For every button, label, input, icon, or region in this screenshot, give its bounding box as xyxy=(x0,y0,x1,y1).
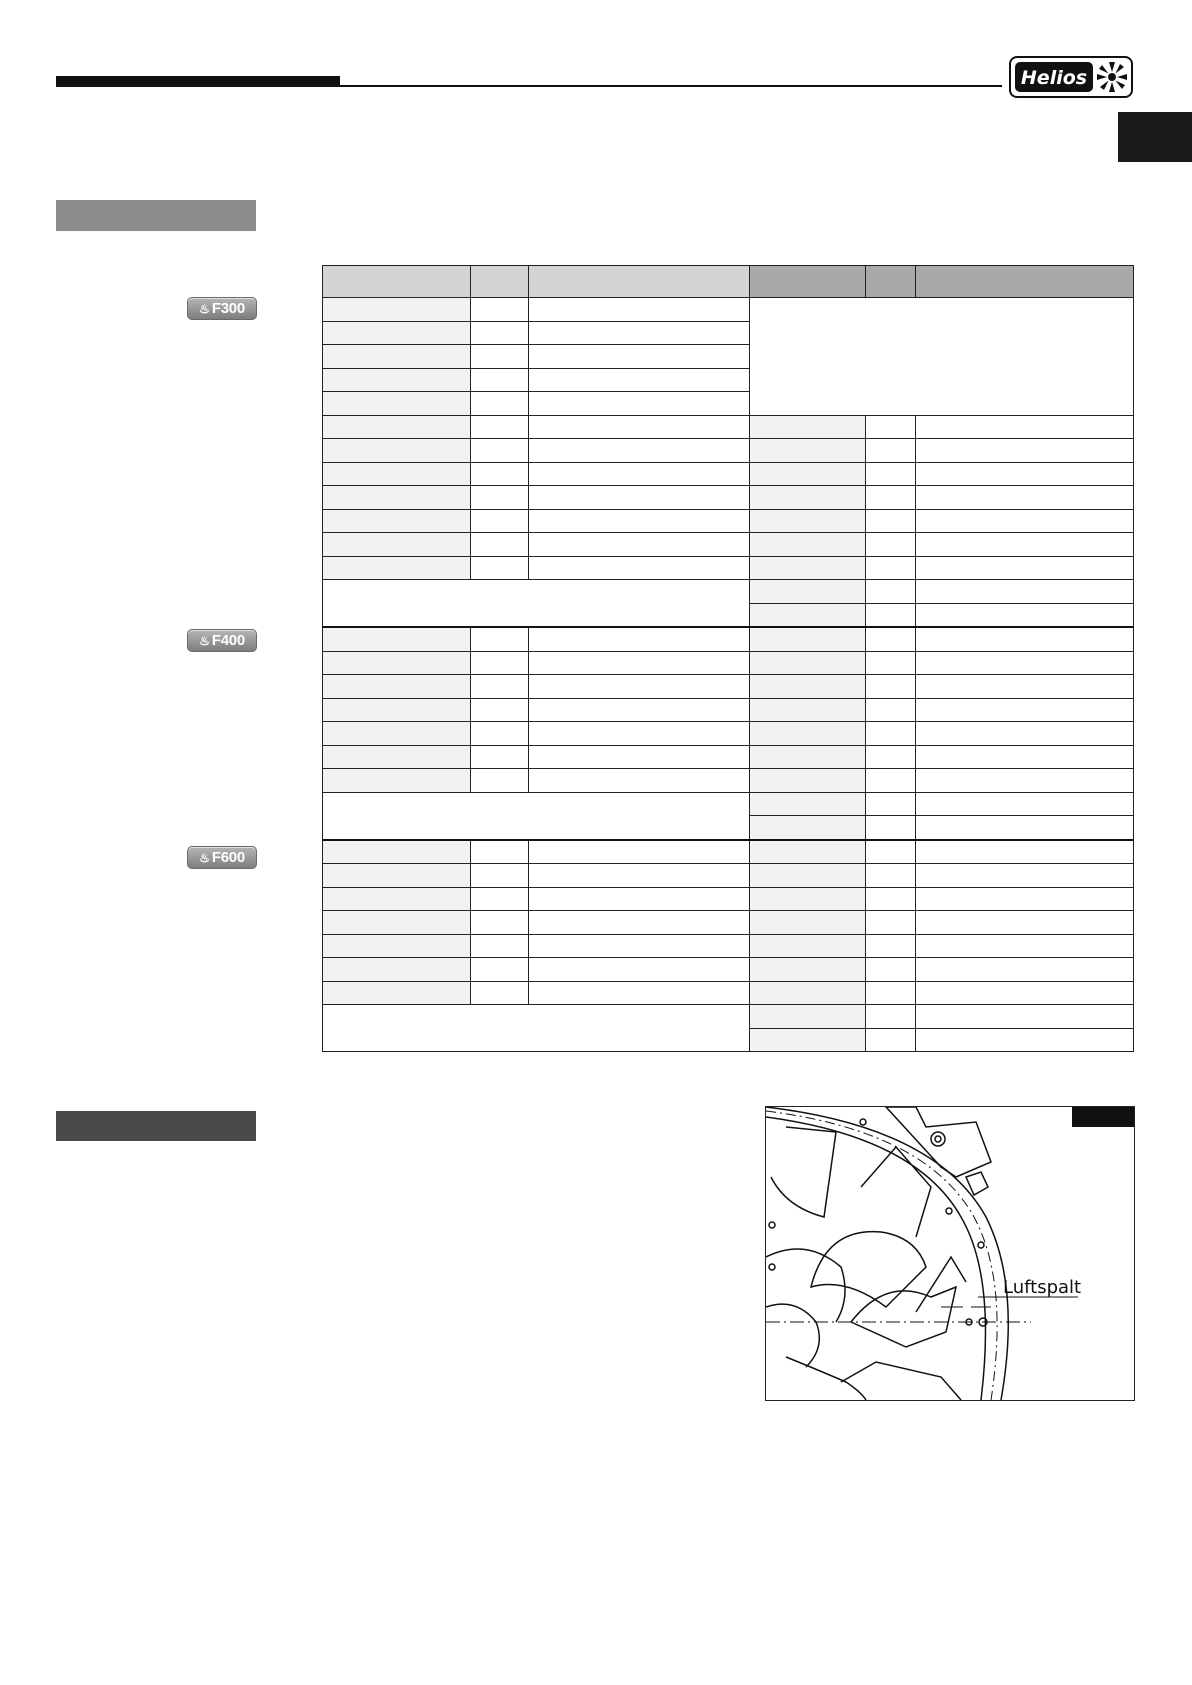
table-row xyxy=(323,675,1134,699)
fan-air-gap-drawing xyxy=(765,1106,1135,1401)
header-cell xyxy=(916,266,1134,298)
table-cell xyxy=(916,887,1134,911)
table-cell xyxy=(529,887,750,911)
table-cell xyxy=(866,792,916,816)
table-cell xyxy=(866,958,916,982)
table-cell xyxy=(323,769,471,793)
table-cell xyxy=(323,509,471,533)
table-cell xyxy=(529,556,750,580)
table-cell xyxy=(323,911,471,935)
table-row xyxy=(323,864,1134,888)
table-cell xyxy=(750,981,866,1005)
table-cell xyxy=(866,745,916,769)
table-row xyxy=(323,1005,1134,1029)
fire-rating-badge-f400 xyxy=(187,629,257,652)
table-cell xyxy=(916,745,1134,769)
table-cell xyxy=(529,533,750,557)
table-cell xyxy=(750,462,866,486)
table-cell xyxy=(916,580,1134,604)
table-cell xyxy=(916,462,1134,486)
table-row xyxy=(323,934,1134,958)
table-cell xyxy=(529,675,750,699)
table-cell xyxy=(866,486,916,510)
table-cell xyxy=(750,745,866,769)
table-cell xyxy=(866,864,916,888)
table-row xyxy=(323,958,1134,982)
table-cell xyxy=(471,745,529,769)
fire-rating-badge-f600 xyxy=(187,846,257,869)
merged-empty-cell xyxy=(323,580,750,628)
table-cell xyxy=(916,934,1134,958)
table-row xyxy=(323,415,1134,439)
table-row xyxy=(323,792,1134,816)
air-gap-label: Luftspalt xyxy=(1003,1277,1082,1298)
table-cell xyxy=(916,675,1134,699)
table-cell xyxy=(916,486,1134,510)
table-cell xyxy=(916,816,1134,840)
table-cell xyxy=(866,934,916,958)
table-cell xyxy=(750,792,866,816)
section-header-1 xyxy=(56,200,256,231)
table-cell xyxy=(471,675,529,699)
table-cell xyxy=(916,1005,1134,1029)
table-cell xyxy=(471,887,529,911)
table-row xyxy=(323,580,1134,604)
table-cell xyxy=(750,486,866,510)
table-cell xyxy=(750,1028,866,1052)
table-cell xyxy=(471,722,529,746)
table-cell xyxy=(866,675,916,699)
merged-empty-cell xyxy=(323,792,750,840)
table-cell xyxy=(323,462,471,486)
table-cell xyxy=(323,840,471,864)
table-cell xyxy=(866,533,916,557)
table-cell xyxy=(471,769,529,793)
table-cell xyxy=(529,392,750,416)
spec-table xyxy=(322,265,1134,1052)
table-cell xyxy=(866,556,916,580)
table-row xyxy=(323,298,1134,322)
table-cell xyxy=(323,439,471,463)
table-cell xyxy=(471,533,529,557)
table-cell xyxy=(323,392,471,416)
table-cell xyxy=(529,698,750,722)
table-cell xyxy=(866,580,916,604)
table-cell xyxy=(866,769,916,793)
table-cell xyxy=(529,509,750,533)
table-cell xyxy=(471,911,529,935)
table-cell xyxy=(866,415,916,439)
table-cell xyxy=(323,675,471,699)
table-cell xyxy=(471,345,529,369)
drawing-corner-tag xyxy=(1072,1107,1134,1127)
table-cell xyxy=(471,321,529,345)
table-cell xyxy=(750,439,866,463)
table-cell xyxy=(916,627,1134,651)
table-cell xyxy=(471,392,529,416)
table-cell xyxy=(471,439,529,463)
table-cell xyxy=(750,509,866,533)
table-cell xyxy=(471,462,529,486)
table-cell xyxy=(529,321,750,345)
table-row xyxy=(323,745,1134,769)
table-cell xyxy=(866,509,916,533)
table-cell xyxy=(750,958,866,982)
table-cell xyxy=(529,769,750,793)
table-cell xyxy=(916,911,1134,935)
table-cell xyxy=(866,462,916,486)
table-cell xyxy=(916,651,1134,675)
table-cell xyxy=(529,415,750,439)
table-row xyxy=(323,627,1134,651)
table-row xyxy=(323,486,1134,510)
table-cell xyxy=(750,603,866,627)
table-cell xyxy=(750,651,866,675)
table-cell xyxy=(471,415,529,439)
table-cell xyxy=(529,627,750,651)
table-row xyxy=(323,439,1134,463)
table-cell xyxy=(471,368,529,392)
table-cell xyxy=(323,533,471,557)
flame-icon: ♨ xyxy=(199,850,210,865)
header-cell xyxy=(529,266,750,298)
table-cell xyxy=(750,864,866,888)
header-cell xyxy=(323,266,471,298)
table-cell xyxy=(529,911,750,935)
table-cell xyxy=(750,911,866,935)
table-row xyxy=(323,840,1134,864)
table-cell xyxy=(916,1028,1134,1052)
table-cell xyxy=(750,627,866,651)
table-cell xyxy=(471,509,529,533)
table-cell xyxy=(529,462,750,486)
table-header-row xyxy=(323,266,1134,298)
table-row xyxy=(323,556,1134,580)
table-cell xyxy=(916,533,1134,557)
table-row xyxy=(323,698,1134,722)
helios-logo xyxy=(1009,55,1133,99)
table-cell xyxy=(529,368,750,392)
table-cell xyxy=(529,486,750,510)
table-cell xyxy=(916,439,1134,463)
table-cell xyxy=(529,345,750,369)
table-cell xyxy=(529,934,750,958)
table-row xyxy=(323,911,1134,935)
badge-label: F300 xyxy=(211,300,245,317)
table-cell xyxy=(323,321,471,345)
table-cell xyxy=(916,415,1134,439)
table-cell xyxy=(750,769,866,793)
table-cell xyxy=(866,603,916,627)
table-cell xyxy=(750,722,866,746)
table-cell xyxy=(323,934,471,958)
table-cell xyxy=(750,934,866,958)
table-cell xyxy=(866,439,916,463)
table-cell xyxy=(916,556,1134,580)
table-cell xyxy=(471,981,529,1005)
badge-label: F600 xyxy=(211,849,245,866)
table-cell xyxy=(750,580,866,604)
table-cell xyxy=(471,486,529,510)
table-cell xyxy=(529,745,750,769)
table-cell xyxy=(916,722,1134,746)
chapter-tab xyxy=(1118,112,1192,162)
table-cell xyxy=(866,816,916,840)
table-cell xyxy=(866,1028,916,1052)
merged-empty-cell xyxy=(750,298,1134,416)
table-cell xyxy=(323,415,471,439)
flame-icon: ♨ xyxy=(199,301,210,316)
section-header-2 xyxy=(56,1111,256,1141)
table-cell xyxy=(866,887,916,911)
badge-label: F400 xyxy=(211,632,245,649)
table-cell xyxy=(750,556,866,580)
table-cell xyxy=(916,509,1134,533)
table-row xyxy=(323,509,1134,533)
table-cell xyxy=(750,1005,866,1029)
logo-text: Helios xyxy=(1020,67,1088,89)
table-cell xyxy=(916,958,1134,982)
table-cell xyxy=(866,627,916,651)
table-cell xyxy=(323,722,471,746)
table-cell xyxy=(866,911,916,935)
table-cell xyxy=(750,840,866,864)
table-cell xyxy=(750,675,866,699)
table-row xyxy=(323,769,1134,793)
table-cell xyxy=(916,603,1134,627)
table-cell xyxy=(529,981,750,1005)
table-cell xyxy=(529,958,750,982)
table-cell xyxy=(529,651,750,675)
table-cell xyxy=(471,958,529,982)
table-cell xyxy=(323,345,471,369)
table-cell xyxy=(916,792,1134,816)
table-cell xyxy=(323,698,471,722)
table-cell xyxy=(750,887,866,911)
table-row xyxy=(323,462,1134,486)
header-cell xyxy=(750,266,866,298)
table-cell xyxy=(916,698,1134,722)
table-row xyxy=(323,651,1134,675)
table-row xyxy=(323,722,1134,746)
table-cell xyxy=(323,864,471,888)
table-cell xyxy=(916,864,1134,888)
table-row xyxy=(323,981,1134,1005)
table-cell xyxy=(529,439,750,463)
table-cell xyxy=(529,840,750,864)
table-cell xyxy=(529,722,750,746)
fan-icon xyxy=(1097,62,1127,92)
table-cell xyxy=(323,627,471,651)
header-rule-thin xyxy=(56,85,1002,87)
table-cell xyxy=(916,981,1134,1005)
table-cell xyxy=(323,958,471,982)
table-row xyxy=(323,887,1134,911)
table-cell xyxy=(750,533,866,557)
flame-icon: ♨ xyxy=(199,633,210,648)
table-cell xyxy=(750,415,866,439)
table-cell xyxy=(471,840,529,864)
table-cell xyxy=(471,698,529,722)
table-cell xyxy=(471,298,529,322)
table-cell xyxy=(471,556,529,580)
table-cell xyxy=(529,864,750,888)
table-cell xyxy=(529,298,750,322)
table-cell xyxy=(323,486,471,510)
table-cell xyxy=(471,627,529,651)
table-cell xyxy=(916,769,1134,793)
table-cell xyxy=(323,556,471,580)
table-cell xyxy=(750,698,866,722)
table-cell xyxy=(471,864,529,888)
header-cell xyxy=(866,266,916,298)
table-cell xyxy=(750,816,866,840)
table-row xyxy=(323,533,1134,557)
table-cell xyxy=(866,1005,916,1029)
table-cell xyxy=(866,840,916,864)
table-cell xyxy=(323,887,471,911)
table-cell xyxy=(323,298,471,322)
table-cell xyxy=(323,651,471,675)
table-cell xyxy=(916,840,1134,864)
merged-empty-cell xyxy=(323,1005,750,1052)
fire-rating-badge-f300 xyxy=(187,297,257,320)
table-cell xyxy=(866,722,916,746)
table-cell xyxy=(471,651,529,675)
table-cell xyxy=(323,981,471,1005)
table-cell xyxy=(866,698,916,722)
table-cell xyxy=(471,934,529,958)
table-cell xyxy=(866,651,916,675)
table-cell xyxy=(323,368,471,392)
table-cell xyxy=(323,745,471,769)
table-cell xyxy=(866,981,916,1005)
header-cell xyxy=(471,266,529,298)
